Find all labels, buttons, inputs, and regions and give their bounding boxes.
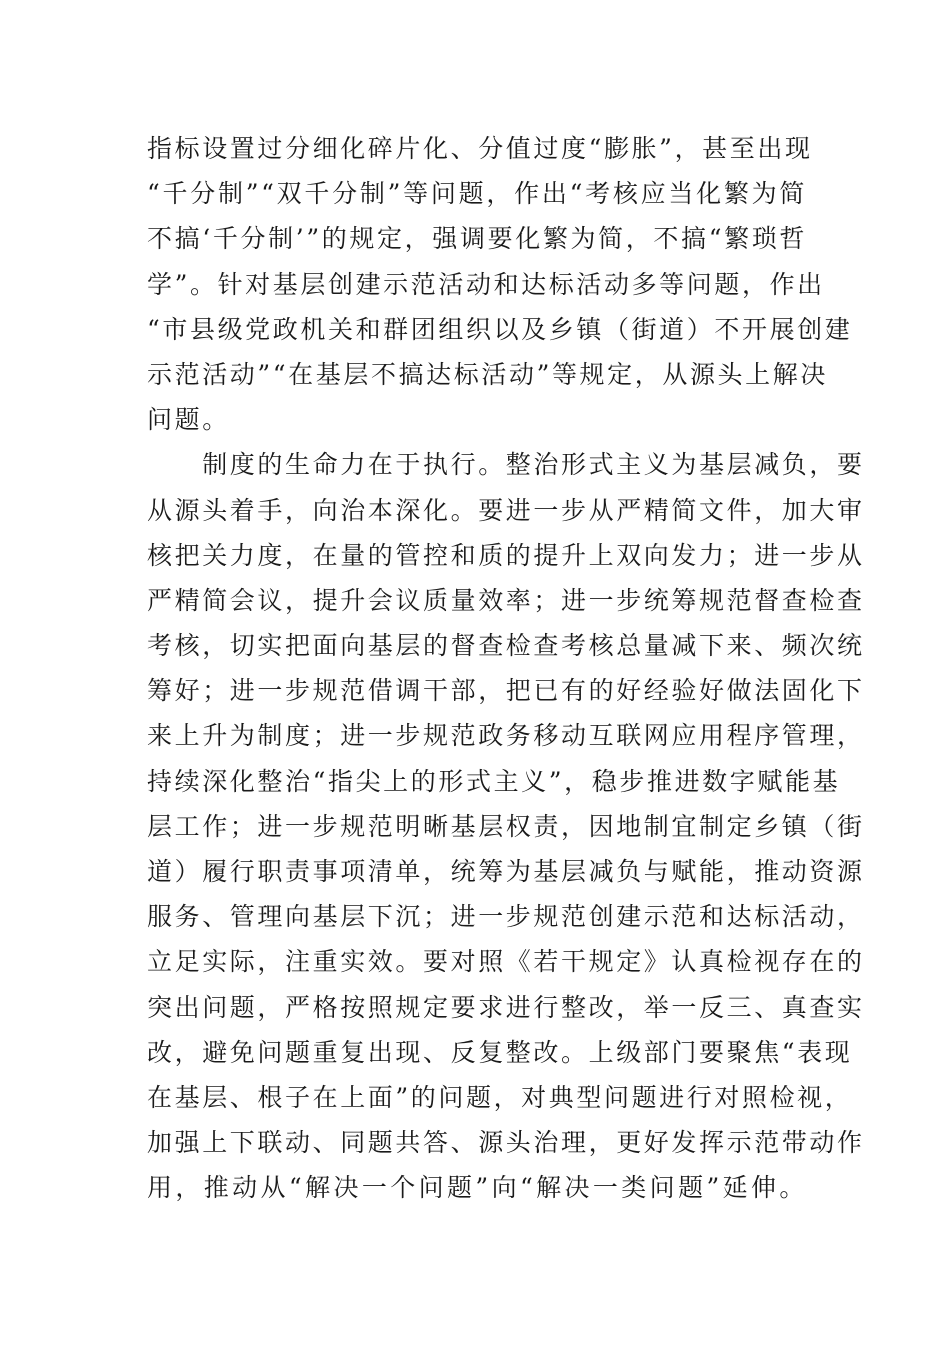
paragraph-2 — [147, 442, 865, 1346]
text-line: 不搞‘千分制’”的规定，强调要化繁为简，不搞“繁琐哲 — [147, 224, 807, 254]
text-line — [147, 1256, 807, 1301]
paragraph-1 — [147, 126, 853, 442]
text-line: “千分制”“双千分制”等问题，作出“考核应当化繁为简 — [147, 179, 807, 209]
text-line: 问题。 — [147, 405, 230, 435]
text-line: 层工作；进一步规范明晰基层权责，因地制宜制定乡镇（街 — [147, 811, 865, 841]
text-line: 用，推动从“解决一个问题”向“解决一类问题”延伸。 — [147, 1173, 807, 1203]
text-line: 突出问题，严格按照规定要求进行整改，举一反三、真查实 — [147, 992, 865, 1022]
text-line: 核把关力度，在量的管控和质的提升上双向发力；进一步从 — [147, 540, 865, 570]
text-line: 加强上下联动、同题共答、源头治理，更好发挥示范带动作 — [147, 1128, 865, 1158]
text-line: 严精简会议，提升会议质量效率；进一步统筹规范督查检查 — [147, 585, 865, 615]
text-line: 立足实际，注重实效。要对照《若干规定》认真检视存在的 — [147, 947, 865, 977]
text-line: 考核，切实把面向基层的督查检查考核总量减下来、频次统 — [147, 631, 865, 661]
text-line: 来上升为制度；进一步规范政务移动互联网应用程序管理， — [147, 721, 865, 751]
text-line: 在基层、根子在上面”的问题，对典型问题进行对照检视， — [147, 1082, 853, 1112]
text-line: 指标设置过分细化碎片化、分值过度“膨胀”，甚至出现 — [147, 134, 813, 163]
text-line: 从源头着手，向治本深化。要进一步从严精简文件，加大审 — [147, 495, 865, 525]
text-line: 道）履行职责事项清单，统筹为基层减负与赋能，推动资源 — [147, 857, 865, 886]
text-line: 持续深化整治“指尖上的形式主义”，稳步推进数字赋能基 — [147, 766, 841, 796]
text-line — [147, 1211, 807, 1256]
document-body — [147, 126, 865, 1346]
text-line: 示范活动”“在基层不搞达标活动”等规定，从源头上解决 — [147, 359, 828, 389]
text-line: 改，避免问题重复出现、反复整改。上级部门要聚焦“表现 — [147, 1037, 853, 1067]
text-line: 学”。针对基层创建示范活动和达标活动多等问题，作出 — [147, 269, 825, 299]
text-line: “市县级党政机关和群团组织以及乡镇（街道）不开展创建 — [147, 314, 853, 344]
text-line: 服务、管理向基层下沉；进一步规范创建示范和达标活动， — [147, 902, 865, 932]
text-line: 制度的生命力在于执行。整治形式主义为基层减负，要 — [147, 450, 865, 480]
text-line: 筹好；进一步规范借调干部，把已有的好经验好做法固化下 — [147, 676, 865, 706]
text-line — [147, 1301, 807, 1346]
